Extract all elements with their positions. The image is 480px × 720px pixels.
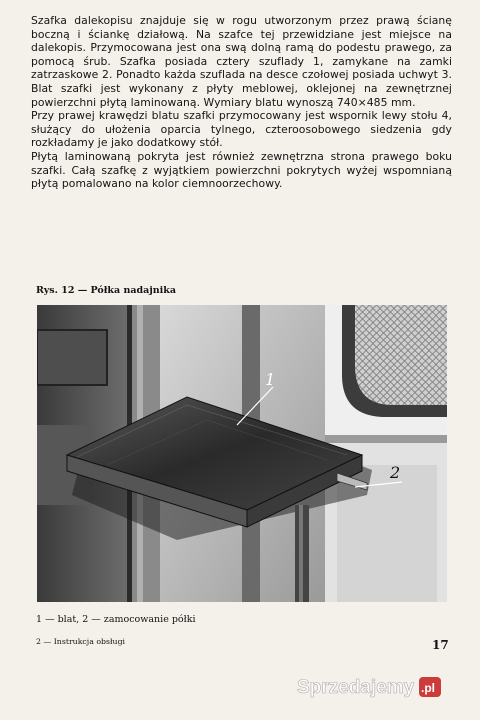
paragraph-3: Płytą laminowaną pokryta jest również zewnętrzna strona prawego boku szafki. Całą szafkę z wyjątkiem powierzchni pokrytych wyżej wspomnianą płytą pomalowano na kolor ciemnoorzechowy. (31, 149, 452, 191)
footnote: 2 — Instrukcja obsługi (36, 637, 126, 646)
svg-text:Sprzedajemy (297, 677, 415, 698)
photo-label-2: 2 (390, 463, 401, 482)
paragraph-2: Przy prawej krawędzi blatu szafki przymocowany jest wspornik lewy stołu 4, służący do ułożenia oparcia tylnego, czteroosobowego siedzenia gdy rozkładamy je jako dodatkowy stół. (31, 109, 452, 150)
figure-legend: 1 — blat, 2 — zamocowanie półki (36, 614, 196, 625)
figure-photo (37, 305, 447, 602)
watermark-text-domain: .pl (421, 681, 435, 695)
paragraph-1: Szafka dalekopisu znajduje się w rogu utworzonym przez prawą ścianę boczną i ściankę działową. Na szafce tej przewidziane jest miejsce na dalekopis. Przymocowana jest ona swą dolną ramą do podestu prawego, za pomocą śrub. Szafka posiada cztery szuflady 1, zamykane na zamki zatrzaskowe 2. Ponadto każda szuflada na desce czołowej posiada uchwyt 3. Blat szafki jest wykonany z płyty meblowej, oklejonej na zewnętrznej powierzchni płytą laminowaną. Wymiary blatu wynoszą 740×485 mm. (31, 14, 452, 109)
watermark-logo (297, 672, 457, 702)
figure-caption: Rys. 12 — Półka nadajnika (36, 285, 177, 296)
page-number: 17 (432, 638, 449, 652)
photo-label-1: 1 (265, 370, 276, 389)
svg-text:.pl (421, 681, 435, 695)
photo-illustration (37, 305, 447, 602)
watermark-text-main: Sprzedajemy (297, 677, 415, 698)
body-text (31, 14, 452, 191)
